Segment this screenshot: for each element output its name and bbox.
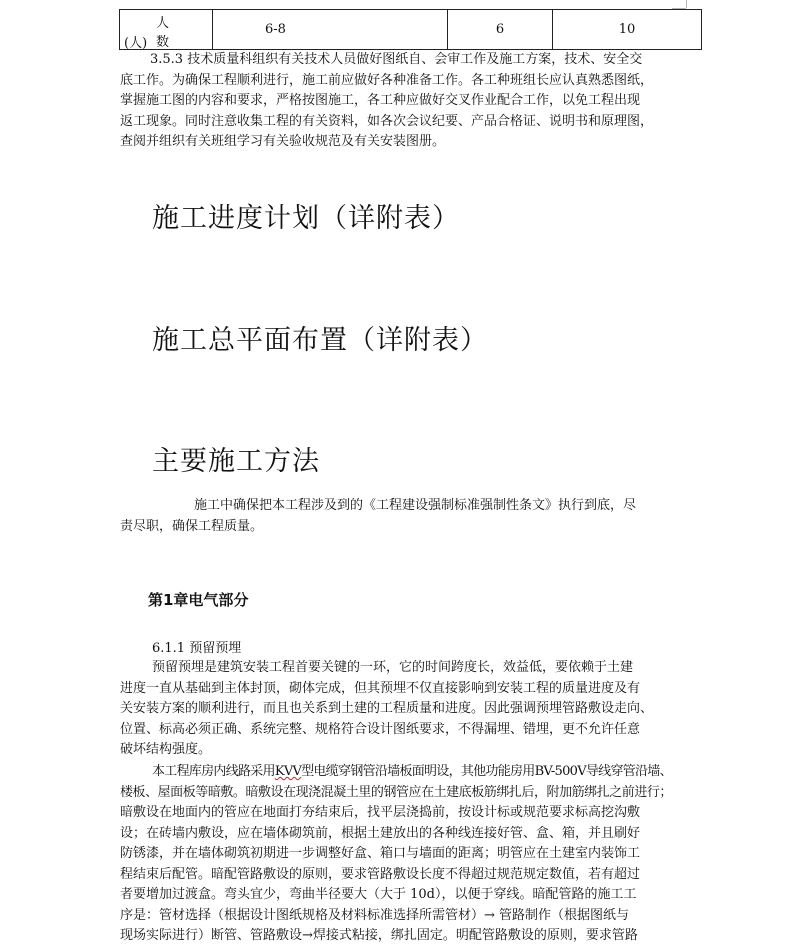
text-line: 现场实际进行）断管、管路敷设→焊接式粘接，绑扎固定。明配管路敷设的原则，要求管路 xyxy=(120,928,638,943)
text-line: 防锈漆，并在墙体砌筑初期进一步调整好盒、箱口与墙面的距离；明管应在土建室内装饰工 xyxy=(120,846,641,861)
text-run: 型电缆穿钢管沿墙板面明设，其他功能房用BV-500V导线穿管沿墙、 xyxy=(301,764,672,779)
text-line: 进度一直从基础到主体封顶，砌体完成，但其预埋不仅直接影响到安装工程的质量进度及有 xyxy=(120,680,641,696)
spellcheck-marked-text: KVV xyxy=(274,764,302,779)
text-line: 程结束后配管。暗配管路敷设的原则，要求管路敷设长度不得超过规范规定数值，若有超过 xyxy=(120,866,641,882)
text-line: 破坏结构强度。 xyxy=(120,742,212,757)
heading-schedule: 施工进度计划（详附表） xyxy=(152,203,460,234)
text-line: 施工中确保把本工程涉及到的《工程建设强制标准强制性条文》执行到底，尽 xyxy=(194,498,637,513)
text-line: 位置、标高必须正确、系统完整、规格符合设计图纸要求，不得漏埋、错埋，更不允许任意 xyxy=(120,721,641,737)
text-line: 者要增加过渡盒。弯头宜少，弯曲半径要大（大于 10d），以便于穿线。暗配管路的施工工 xyxy=(120,887,637,902)
chapter-title: 第1章电气部分 xyxy=(148,591,249,609)
text-line: 责尽职，确保工程质量。 xyxy=(120,518,264,534)
text-line: 返工现象。同时注意收集工程的有关资料，如各次会议纪要、产品合格证、说明书和原理图， xyxy=(120,113,654,129)
section-title: 6.1.1 预留预埋 xyxy=(152,641,242,656)
table-cell: 10 xyxy=(553,10,702,50)
text-line: 预留预埋是建筑安装工程首要关键的一环，它的时间跨度长，效益低，要依赖于土建 xyxy=(152,660,634,675)
text-line xyxy=(120,762,672,783)
text-run: 本工程库房内线路采用 xyxy=(152,764,275,779)
paragraph-intro xyxy=(120,496,636,537)
text-line: 查阅并组织有关班组学习有关验收规范及有关安装图册。 xyxy=(120,134,446,149)
text-line: 底工作。为确保工程顺利进行，施工前应做好各种准备工作。各工种班组长应认真熟悉图纸， xyxy=(120,72,654,88)
heading-construction-methods: 主要施工方法 xyxy=(152,446,320,477)
text-line: 3.5.3 技术质量科组织有关技术人员做好图纸自、会审工作及施工方案，技术、安全交 xyxy=(150,52,643,67)
text-line: 设；在砖墙内敷设，应在墙体砌筑前，根据土建放出的各种线连接好管、盒、箱，并且刷好 xyxy=(120,825,641,841)
paragraph-3-5-3 xyxy=(120,50,653,153)
text-line: 关安装方案的顺利进行，而且也关系到土建的工程质量和进度。因此强调预埋管路敷设走向、 xyxy=(120,701,654,716)
paragraph-6-1-1-a xyxy=(120,658,653,761)
table-cell: 6 xyxy=(448,10,553,50)
row-label-top: 人 数 xyxy=(156,16,184,50)
text-line: 序是：管材选择（根据设计图纸规格及材料标准选择所需管材）→ 管路制作（根据图纸与 xyxy=(120,907,630,923)
text-line: 暗敷设在地面内的管应在地面打夯结束后，找平层浇捣前，按设计标或规范要求标高挖沟敷 xyxy=(120,805,641,820)
row-label-bottom: (人) xyxy=(124,36,148,51)
heading-site-layout: 施工总平面布置（详附表） xyxy=(152,325,488,356)
paragraph-6-1-1-b xyxy=(120,762,672,947)
text-line: 楼板、屋面板等暗敷。暗敷设在现浇混凝土里的钢管应在土建底板筋绑扎后，附加筋绑扎之前进行； xyxy=(120,784,672,800)
row-label-cell xyxy=(120,10,213,50)
staffing-table xyxy=(119,9,702,50)
table-row xyxy=(120,10,702,50)
text-line: 掌握施工图的内容和要求，严格按图施工，各工种应做好交叉作业配合工作，以免工程出现 xyxy=(120,93,641,108)
table-cell: 6-8 xyxy=(213,10,448,50)
crop-mark xyxy=(672,0,687,8)
